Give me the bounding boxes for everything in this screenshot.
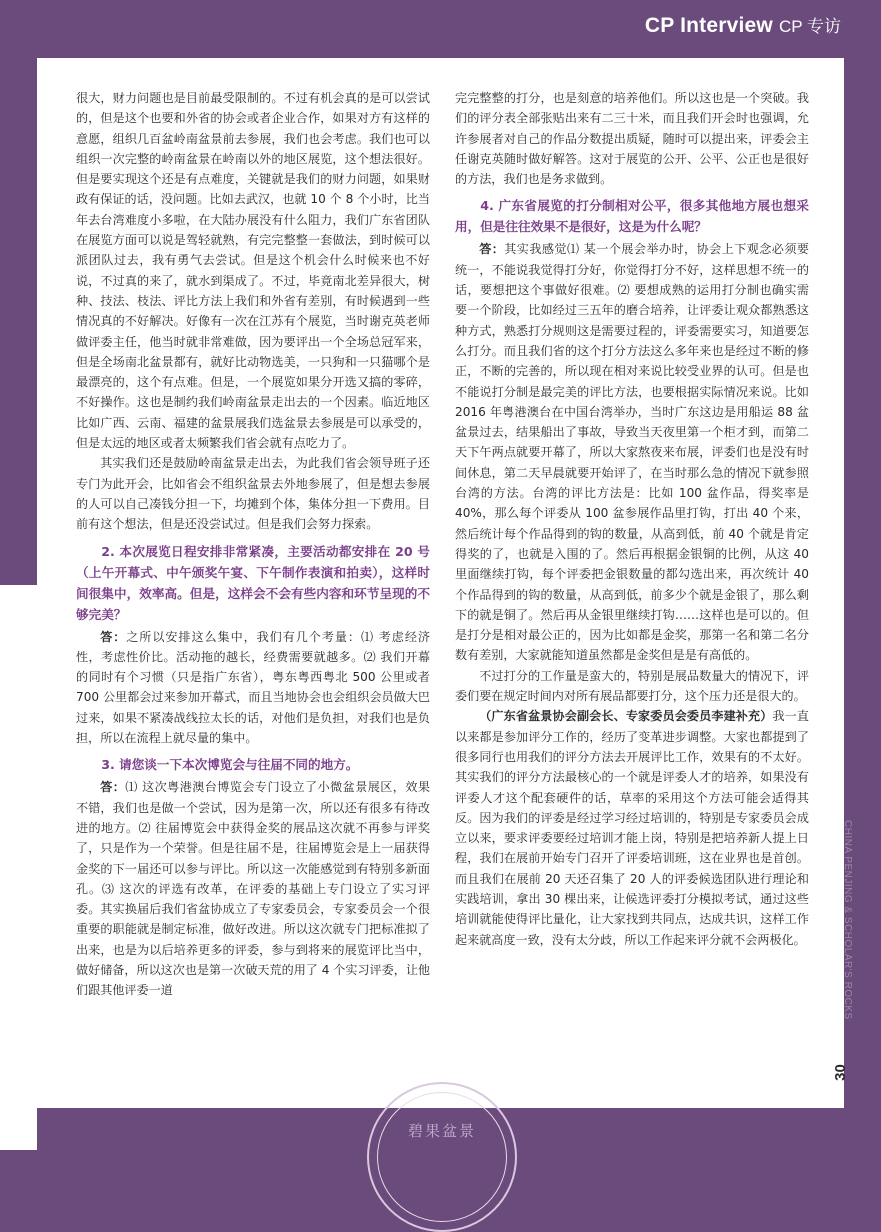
- paragraph: 其实我们还是鼓励岭南盆景走出去，为此我们省会领导班子还专门为此开会，比如省会不组织盆景去外地参展了，但是想去参展的人可以自己凑钱分担一下，均摊到个体，集体分担一下费用。目前有这个想法，但是还没尝试过。但是我们会努力探索。: [76, 456, 430, 532]
- page-number: 30: [831, 1064, 849, 1081]
- watermark-seal: [367, 1082, 517, 1232]
- answer-paragraph: [76, 627, 430, 749]
- answer-label: 答：: [100, 629, 127, 644]
- question-heading: 4. 广东省展览的打分制相对公平，很多其他地方展也想采用，但是往往效果不是很好，这是为什么呢？: [455, 198, 809, 235]
- right-column: [455, 88, 809, 950]
- answer-text: 之所以安排这么集中，我们有几个考量：⑴ 考虑经济性，考虑性价比。活动拖的越长，经费需要就越多。⑵ 我们开幕的同时有个习惯（只是指广东省），粤东粤西粤北 500 公里或者 700 公里都会过来参加开幕式，而且当地协会也会组织会员做大巴过来，如果不紧凑战线拉太长的话，对他们是负担，对我们也是负担，所以在流程上就尽量的集中。: [76, 629, 430, 746]
- paragraph: 很大，财力问题也是目前最受限制的。不过有机会真的是可以尝试的，但是这个也要和外省的协会或者企业合作，如果对方有这样的意愿，组织几百盆岭南盆景前去参展，我们也会考虑。我们也可以组织一次完整的岭南盆景在岭南以外的地区展览，这个想法很好。但是要实现这个还是有点难度，关键就是我们的财力问题，如果财政有保证的话，没问题。比如去武汉，也就 10 个 8 个小时，比当年去台湾难度小多啦，在大陆办展没有什么阻力，我们广东省团队在展览方面可以说是驾轻就熟，有完完整整一套做法，到时候可以派团队过去，我有勇气去尝试。但是这个机会什么时候来也不好说，不过真的来了，就水到渠成了。不过，毕竟南北差异很大，树种、技法、枝法、评比方法上我们和外省有差别，有时候遇到一些情况真的不好解决。好像有一次在江苏有个展览，当时谢克英老师做评委主任，他当时就非常难做，因为要评出一个全场总冠军来，但是全场南北盆景都有，就好比动物选美，一只狗和一只猫哪个是最漂亮的，这个有点难。但是，一个展览如果分开选又搞的零碎，不好操作。这也是制约我们岭南盆景走出去的一个因素。临近地区比如广西、云南、福建的盆景展我们选盆景去参展是可以承受的，但是太远的地区或者太频繁我们省会就有点吃力了。: [76, 91, 430, 451]
- seal-inner-ring: [377, 1092, 507, 1222]
- answer-paragraph: [76, 777, 430, 1000]
- answer-text: ⑴ 这次粤港澳台博览会专门设立了小微盆景展区，效果不错，我们也是做一个尝试，因为是第一次，所以还有很多有待改进的地方。⑵ 往届博览会中获得金奖的展品这次就不再参与评奖了，只是作为一个荣誉。但是往届不是，往届博览会是上一届获得金奖的下一届还可以参与评比。所以这一次能感觉到有特别多新面孔。⑶ 这次的评选有改革，在评委的基础上专门设立了实习评委。其实换届后我们省盆协成立了专家委员会，专家委员会一个很重要的职能就是制定标准，做好改进。所以这次就专门把标准拟了出来，也是为以后培养更多的评委，参与到将来的展览评比当中，做好储备，所以这次也是第一次破天荒的用了 4 个实习评委，让他们跟其他评委一道: [76, 780, 431, 998]
- left-column: [76, 88, 430, 1001]
- answer-text: 其实我感觉⑴ 某一个展会举办时，协会上下观念必须要统一，不能说我觉得打分好，你觉得打分不好，这样思想不统一的话，要想把这个事做好很难。⑵ 要想成熟的运用打分制也确实需要一个阶段，比如经过三五年的磨合培养，让评委让观众都熟悉这种方式，熟悉打分规则这是需要过程的，评委需要实习，知道要怎么打分。而且我们省的这个打分方法这么多年来也是经过不断的修正，不断的完善的，所以现在相对来说比较受业界的认可。但是也不能说打分制是最完美的评比方法，也要根据实际情况来说。比如 2016 年粤港澳台在中国台湾举办，当时广东这边是用船运 88 盆盆景过去，结果船出了事故，导致当天夜里第一个柜才到，而第二天下午两点就要开幕了，所以大家熬夜来布展，评委们也是没有时间休息，第二天早晨就要开始评了，在当时那么急的情况下就参照台湾的方法。台湾的评比方法是：比如 100 盆作品，得奖率是 40%，那么每个评委从 100 盆参展作品里打钩，打出 40 个来，然后统计每个作品得到的钩的数量，从高到低，前 40 个就是肯定得奖的了，也就是入围的了。然后再根据金银铜的比例，从这 40 里面继续打钩，每个评委把金银数量的都勾选出来，再次统计 40 个作品得到的钩的数量，从高到低，前多少个就是金银了，那么剩下的就是铜了。然后再从金银里继续打钩……这样也是可以的。但是打分是相对最公正的，因为比如都是金奖，那第一名和第二名分数有差别，大家就能知道虽然都是金奖但是是有高低的。: [455, 242, 809, 663]
- section-title-en: CP Interview: [644, 14, 773, 37]
- question-heading: 2. 本次展览日程安排非常紧凑，主要活动都安排在 20 号（上午开幕式、中午颁奖午宴、下午制作表演和拍卖），这样时间很集中，效率高。但是，这样会不会有些内容和环节呈现的不够完美？: [76, 543, 430, 622]
- speaker-note: （广东省盆景协会副会长、专家委员会委员李建补充）: [479, 709, 773, 724]
- answer-paragraph: [455, 239, 809, 665]
- magazine-side-title: CHINA PENJING & SCHOLAR'S ROCKS: [842, 820, 853, 1020]
- question-heading: 3. 请您谈一下本次博览会与往届不同的地方。: [101, 757, 359, 773]
- section-header: [645, 12, 841, 38]
- paragraph: 完完整整的打分，也是刻意的培养他们。所以这也是一个突破。我们的评分表全部张贴出来有二三十米，而且我们开会时也强调，允许参展者对自己的作品分数提出质疑，随时可以提出来，评委会主任谢克英随时做好解答。这对于展览的公开、公平、公正也是很好的方法，我们也是务求做到。: [455, 91, 809, 187]
- paragraph: [455, 706, 809, 950]
- seal-text: 碧果盆景: [407, 1122, 476, 1140]
- left-margin-band: [0, 585, 37, 1150]
- answer-label: 答：: [100, 780, 126, 795]
- paragraph: 不过打分的工作量是蛮大的，特别是展品数量大的情况下，评委们要在规定时间内对所有展品都要打分，这个压力还是很大的。: [455, 668, 809, 704]
- answer-label: 答：: [479, 242, 505, 257]
- section-title-zh: CP 专访: [778, 17, 841, 36]
- paragraph-text: 我一直以来都是参加评分工作的，经历了变革进步调整。大家也都提到了很多同行也用我们的评分方法去开展评比工作，效果有的不太好。其实我们的评分方法最核心的一个就是评委人才的培养，如果没有评委人才这个配套硬件的话，草率的采用这个方法可能会适得其反。因为我们的评委是经过学习经过培训的，特别是专家委员会成立以来，要求评委要经过培训才能上岗，特别是把培养新人提上日程，我们在展前开始专门召开了评委培训班，这在业界也是首创。而且我们在展前 20 天还召集了 20 人的评委候选团队进行理论和实践培训，拿出 30 棵出来，让候选评委打分模拟考试，通过这些培训就能使得评比量化，让大家找到共同点，达成共识，这样工作起来就高度一致，没有太分歧，所以工作起来评分就不会两极化。: [455, 709, 809, 947]
